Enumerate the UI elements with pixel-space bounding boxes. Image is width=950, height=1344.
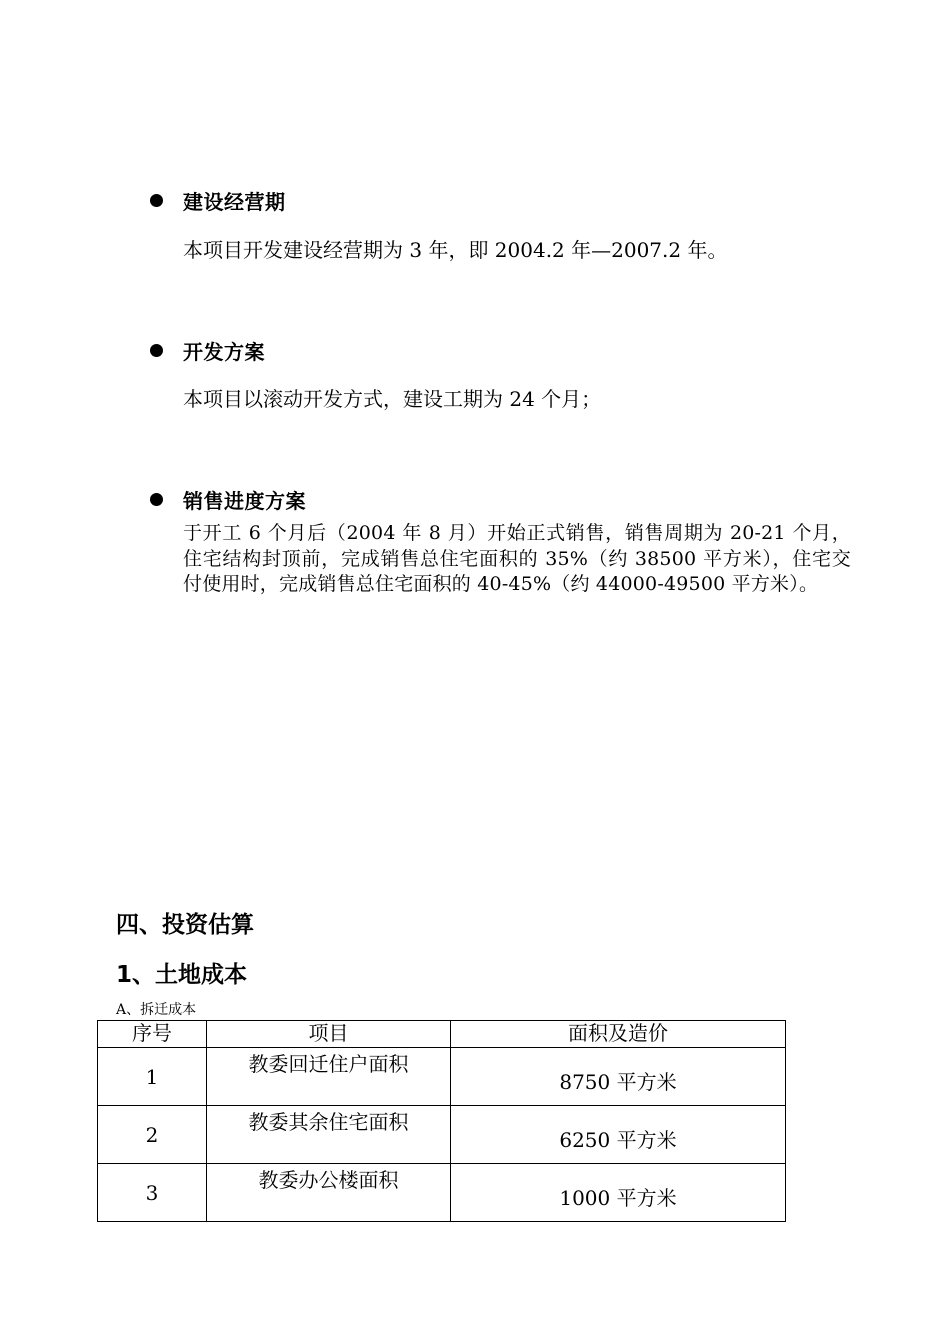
subsection-title: 1、土地成本	[116, 962, 248, 988]
table-cell-value: 8750 平方米	[451, 1048, 786, 1106]
table-header-cell: 序号	[98, 1021, 207, 1048]
chapter-title: 四、投资估算	[116, 912, 254, 938]
table-cell-item: 教委其余住宅面积	[207, 1106, 451, 1164]
table-header-cell: 项目	[207, 1021, 451, 1048]
section-heading-row	[150, 485, 306, 514]
cost-table	[97, 1020, 786, 1222]
table-cell-item: 教委办公楼面积	[207, 1164, 451, 1222]
table-header-cell: 面积及造价	[451, 1021, 786, 1048]
section-heading: 销售进度方案	[183, 489, 306, 513]
section-paragraph: 本项目以滚动开发方式，建设工期为 24 个月；	[183, 387, 602, 411]
bullet-icon	[150, 194, 163, 207]
section-heading: 建设经营期	[183, 190, 286, 214]
table-cell-value: 1000 平方米	[451, 1164, 786, 1222]
section-paragraph: 于开工 6 个月后（2004 年 8 月）开始正式销售，销售周期为 20-21 个月，住宅结构封顶前，完成销售总住宅面积的 35%（约 38500 平方米），住宅交付使用时，完成销售总住宅面积的 40-45%（约 44000-49500 平方米）。	[183, 522, 851, 595]
table-caption: A、拆迁成本	[116, 1002, 197, 1018]
table-header-row	[98, 1021, 786, 1048]
table-row	[98, 1164, 786, 1222]
table-cell-index: 3	[98, 1164, 207, 1222]
bullet-icon	[150, 493, 163, 506]
bullet-icon	[150, 344, 163, 357]
table-cell-index: 1	[98, 1048, 207, 1106]
table-row	[98, 1048, 786, 1106]
section-heading-row	[150, 336, 265, 365]
table-row	[98, 1106, 786, 1164]
section-heading-row	[150, 186, 286, 215]
table-cell-item: 教委回迁住户面积	[207, 1048, 451, 1106]
section-paragraph: 本项目开发建设经营期为 3 年，即 2004.2 年—2007.2 年。	[183, 238, 728, 262]
section-heading: 开发方案	[183, 340, 265, 364]
table-cell-value: 6250 平方米	[451, 1106, 786, 1164]
table-cell-index: 2	[98, 1106, 207, 1164]
